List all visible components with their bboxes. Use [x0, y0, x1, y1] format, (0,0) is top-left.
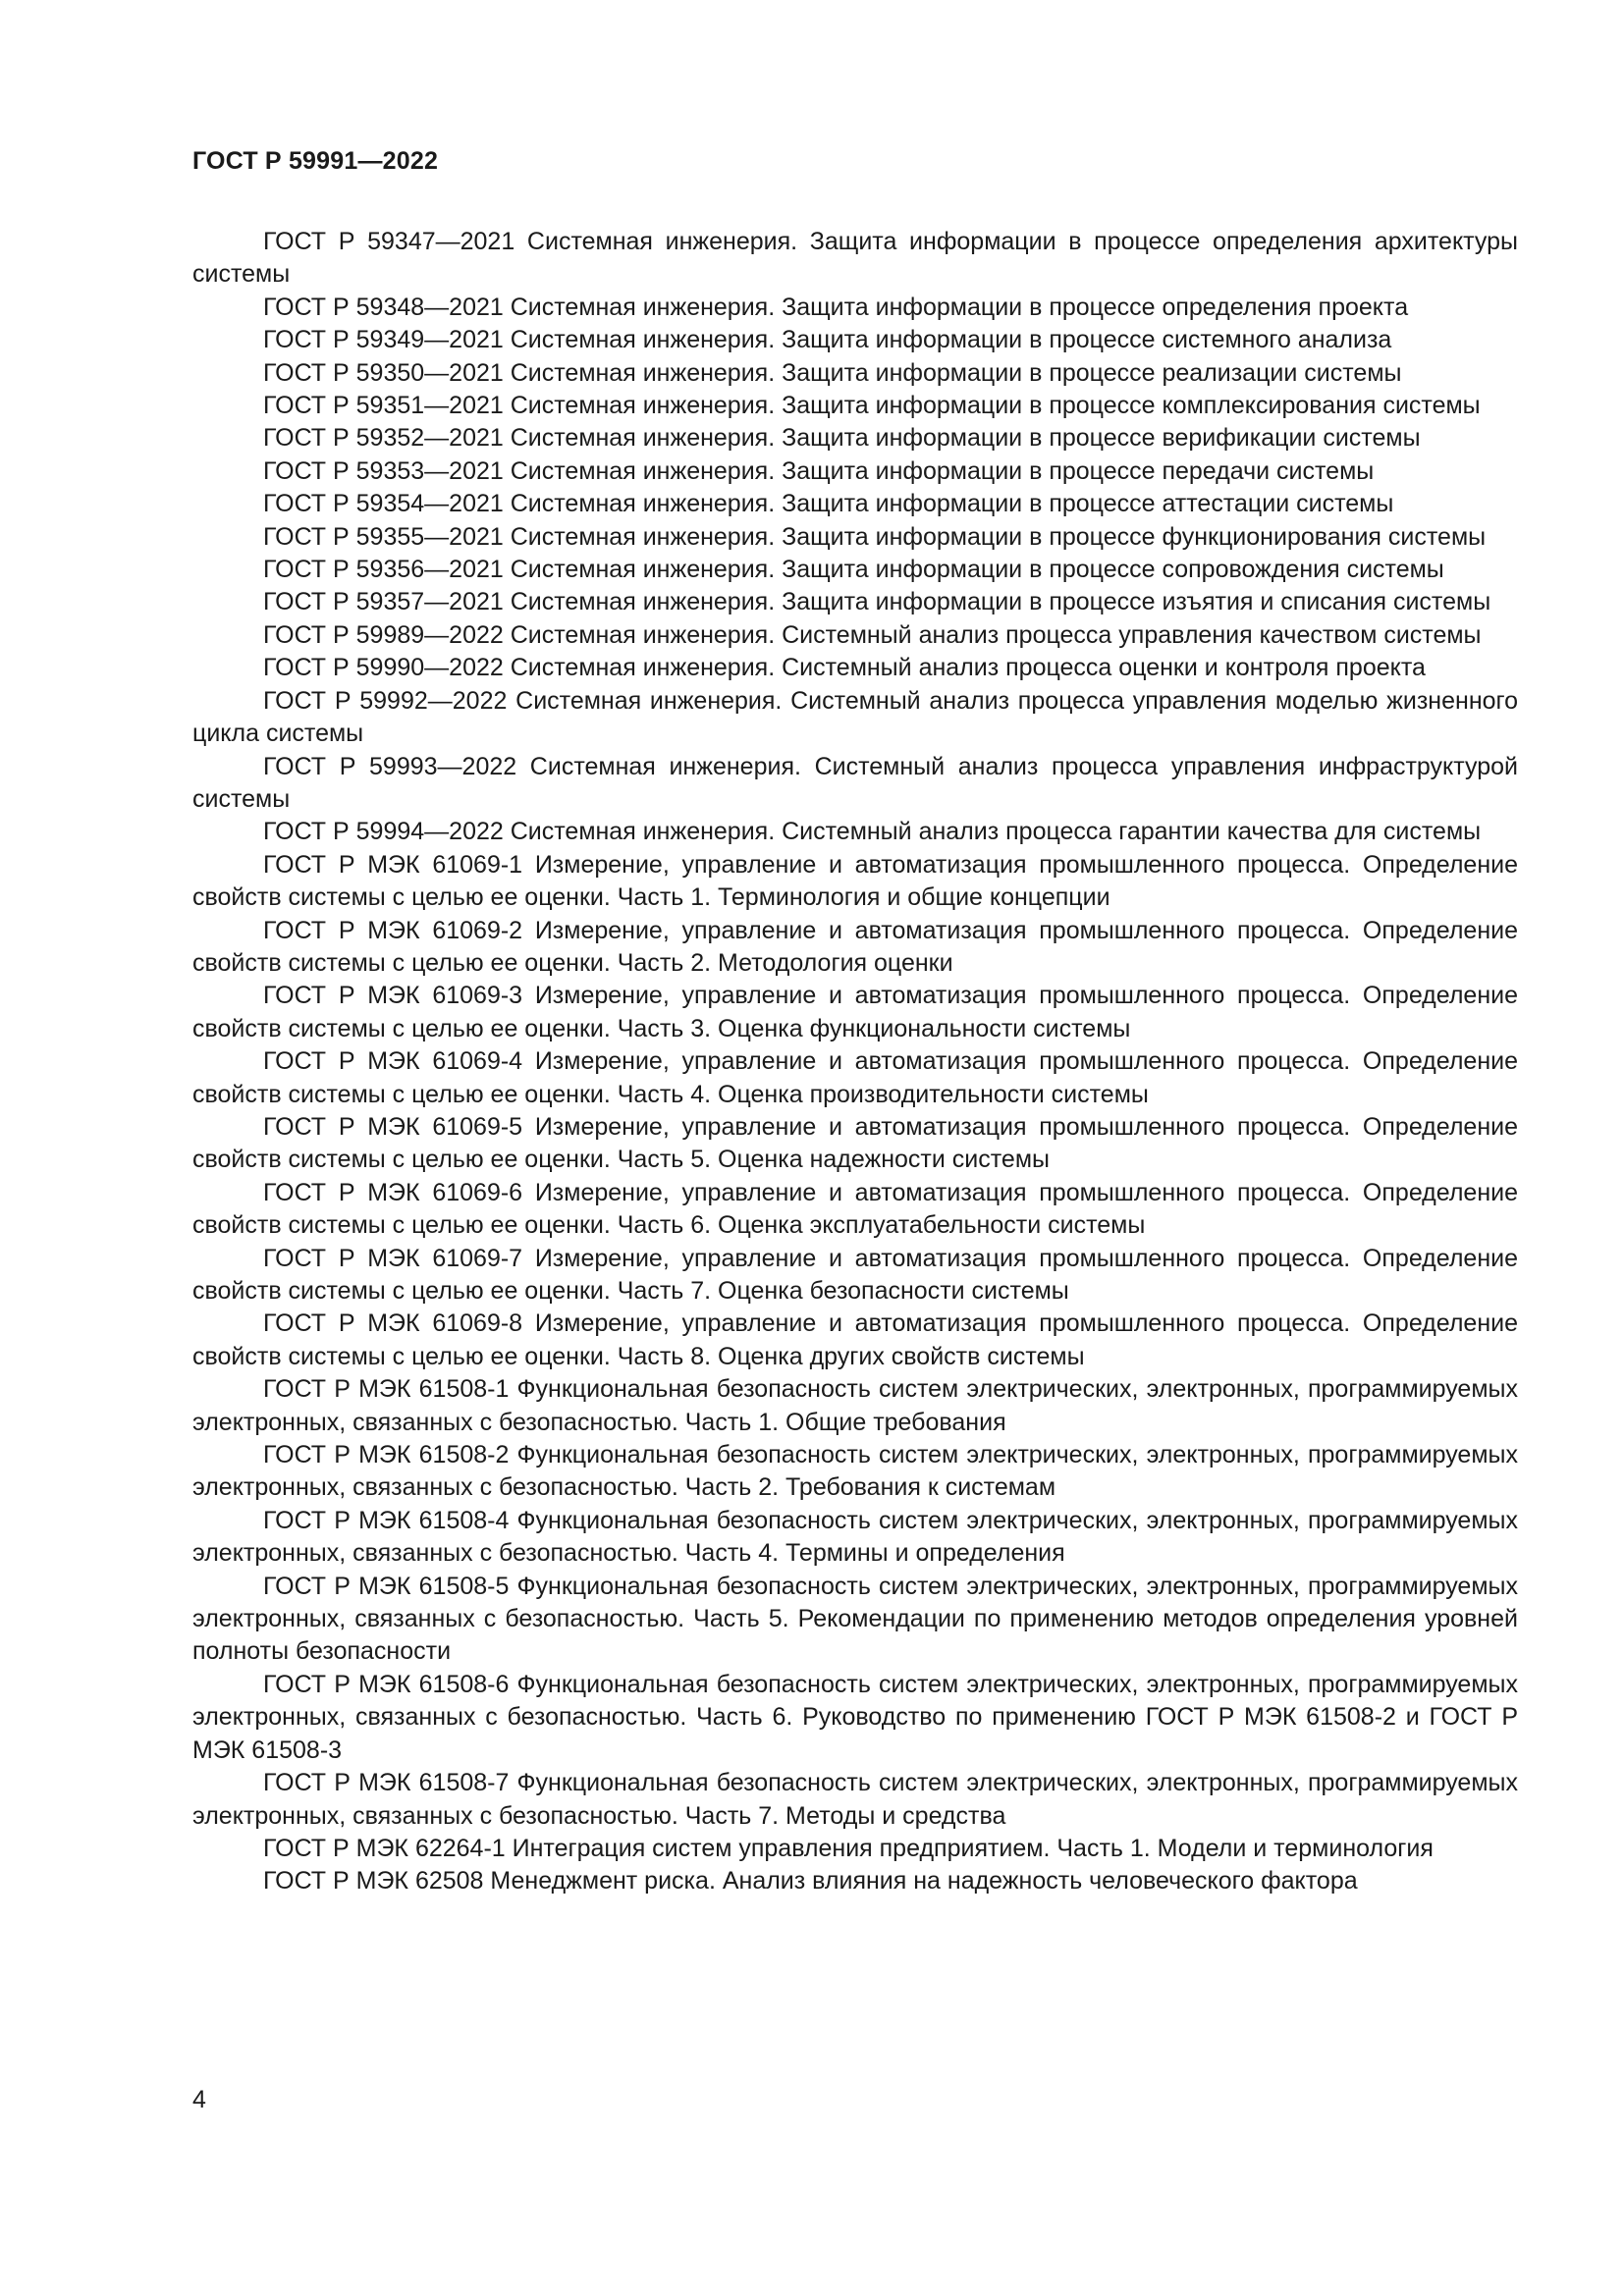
reference-entry: ГОСТ Р МЭК 61508-1 Функциональная безопасность систем электрических, электронных, программируемых электронных, связанных с безопасностью. Часть 1. Общие требования: [192, 1375, 1518, 1436]
reference-entry: ГОСТ Р 59347—2021 Системная инженерия. Защита информации в процессе определения архитектуры системы: [192, 228, 1518, 289]
reference-entry: ГОСТ Р МЭК 61508-4 Функциональная безопасность систем электрических, электронных, программируемых электронных, связанных с безопасностью. Часть 4. Термины и определения: [192, 1506, 1518, 1568]
reference-entry: ГОСТ Р 59348—2021 Системная инженерия. Защита информации в процессе определения проекта: [263, 293, 1409, 321]
reference-entry: ГОСТ Р МЭК 61069-5 Измерение, управление и автоматизация промышленного процесса. Определение свойств системы с целью ее оценки. Часть 5. Оценка надежности системы: [192, 1112, 1518, 1174]
page-number: 4: [192, 2086, 206, 2113]
reference-entry: ГОСТ Р 59355—2021 Системная инженерия. Защита информации в процессе функционирования системы: [263, 522, 1487, 551]
reference-entry: ГОСТ Р МЭК 61508-2 Функциональная безопасность систем электрических, электронных, программируемых электронных, связанных с безопасностью. Часть 2. Требования к системам: [192, 1441, 1518, 1502]
normative-references-list: [192, 226, 1518, 1898]
reference-entry: ГОСТ Р 59353—2021 Системная инженерия. Защита информации в процессе передачи системы: [263, 456, 1375, 485]
reference-entry: ГОСТ Р 59350—2021 Системная инженерия. Защита информации в процессе реализации системы: [263, 358, 1402, 387]
reference-entry: ГОСТ Р 59993—2022 Системная инженерия. Системный анализ процесса управления инфраструктурой системы: [192, 752, 1518, 813]
reference-entry: ГОСТ Р 59990—2022 Системная инженерия. Системный анализ процесса оценки и контроля проекта: [263, 654, 1426, 682]
reference-entry: ГОСТ Р 59357—2021 Системная инженерия. Защита информации в процессе изъятия и списания системы: [263, 588, 1491, 616]
reference-entry: ГОСТ Р 59994—2022 Системная инженерия. Системный анализ процесса гарантии качества для системы: [263, 818, 1482, 846]
page-header-standard-number: ГОСТ Р 59991—2022: [192, 147, 439, 175]
reference-entry: ГОСТ Р МЭК 61069-8 Измерение, управление и автоматизация промышленного процесса. Определение свойств системы с целью ее оценки. Часть 8. Оценка других свойств системы: [192, 1309, 1518, 1370]
reference-entry: ГОСТ Р 59992—2022 Системная инженерия. Системный анализ процесса управления моделью жизненного цикла системы: [192, 686, 1518, 748]
reference-entry: ГОСТ Р МЭК 61069-1 Измерение, управление и автоматизация промышленного процесса. Определение свойств системы с целью ее оценки. Часть 1. Терминология и общие концепции: [192, 850, 1518, 912]
reference-entry: ГОСТ Р 59356—2021 Системная инженерия. Защита информации в процессе сопровождения системы: [263, 556, 1444, 584]
reference-entry: ГОСТ Р МЭК 61508-5 Функциональная безопасность систем электрических, электронных, программируемых электронных, связанных с безопасностью. Часть 5. Рекомендации по применению методов определения уровней полноты безопасности: [192, 1572, 1518, 1666]
reference-entry: ГОСТ Р МЭК 62508 Менеджмент риска. Анализ влияния на надежность человеческого фактора: [263, 1867, 1358, 1896]
reference-entry: ГОСТ Р 59349—2021 Системная инженерия. Защита информации в процессе системного анализа: [263, 326, 1392, 354]
reference-entry: ГОСТ Р 59354—2021 Системная инженерия. Защита информации в процессе аттестации системы: [263, 490, 1394, 518]
reference-entry: ГОСТ Р 59989—2022 Системная инженерия. Системный анализ процесса управления качеством системы: [263, 620, 1482, 649]
reference-entry: ГОСТ Р 59352—2021 Системная инженерия. Защита информации в процессе верификации системы: [263, 424, 1421, 453]
reference-entry: ГОСТ Р МЭК 62264-1 Интеграция систем управления предприятием. Часть 1. Модели и терминология: [263, 1834, 1434, 1862]
reference-entry: ГОСТ Р МЭК 61069-3 Измерение, управление и автоматизация промышленного процесса. Определение свойств системы с целью ее оценки. Часть 3. Оценка функциональности системы: [192, 982, 1518, 1042]
reference-entry: ГОСТ Р МЭК 61508-7 Функциональная безопасность систем электрических, электронных, программируемых электронных, связанных с безопасностью. Часть 7. Методы и средства: [192, 1769, 1518, 1830]
reference-entry: ГОСТ Р МЭК 61069-7 Измерение, управление и автоматизация промышленного процесса. Определение свойств системы с целью ее оценки. Часть 7. Оценка безопасности системы: [192, 1244, 1518, 1305]
reference-entry: ГОСТ Р 59351—2021 Системная инженерия. Защита информации в процессе комплексирования системы: [263, 392, 1481, 420]
reference-entry: ГОСТ Р МЭК 61069-4 Измерение, управление и автоматизация промышленного процесса. Определение свойств системы с целью ее оценки. Часть 4. Оценка производительности системы: [192, 1047, 1518, 1108]
reference-entry: ГОСТ Р МЭК 61069-6 Измерение, управление и автоматизация промышленного процесса. Определение свойств системы с целью ее оценки. Часть 6. Оценка эксплуатабельности системы: [192, 1178, 1518, 1240]
reference-entry: ГОСТ Р МЭК 61069-2 Измерение, управление и автоматизация промышленного процесса. Определение свойств системы с целью ее оценки. Часть 2. Методология оценки: [192, 916, 1518, 977]
reference-entry: ГОСТ Р МЭК 61508-6 Функциональная безопасность систем электрических, электронных, программируемых электронных, связанных с безопасностью. Часть 6. Руководство по применению ГОСТ Р МЭК 61508-2 и ГОСТ Р МЭК 61508-3: [192, 1670, 1518, 1764]
